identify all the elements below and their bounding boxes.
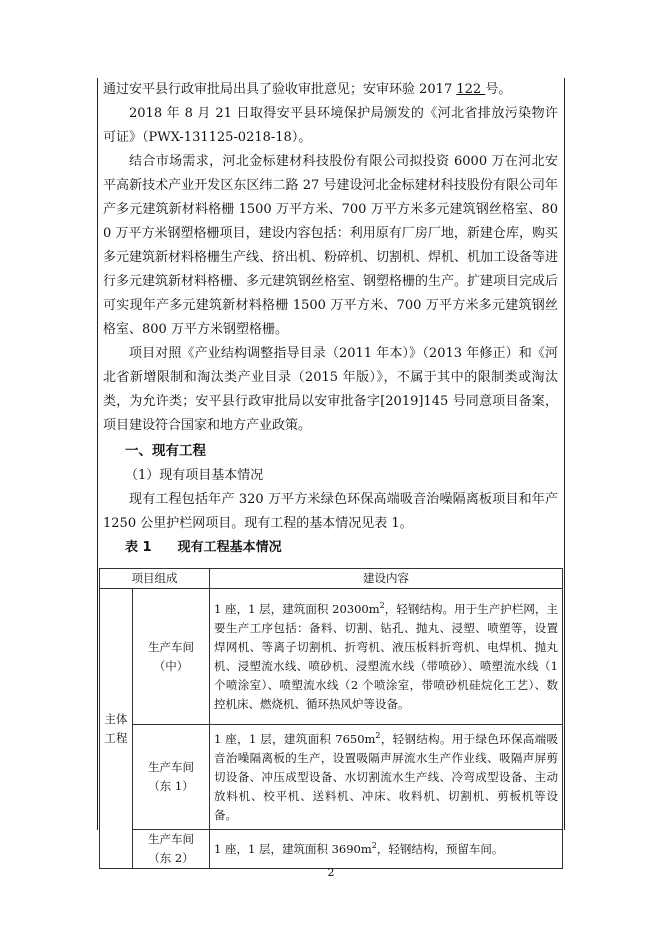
group-cell: 主体工程 (100, 589, 133, 869)
paragraph-existing-works: 现有工程包括年产 320 万平方米绿色环保高端吸音治噪隔离板项目和年产 1250 公里护栏网项目。现有工程的基本情况见表 1。 (103, 492, 558, 531)
table-header-row (100, 569, 563, 589)
table-row (100, 589, 563, 725)
page-number: 2 (327, 866, 335, 879)
table-row (100, 830, 563, 869)
table-row (100, 725, 563, 830)
paragraph-project-description: 结合市场需求，河北金标建材科技股份有限公司拟投资 6000 万在河北安平高新技术产业开发区东区纬二路 27 号建设河北金标建材科技股份有限公司年产多元建筑新材料格栅 1500 万平方米、700 万平方米多元建筑钢丝格室、800 万平方米钢塑格栅项目，建设内容包括：利用原有厂房厂地，新建仓库，购买多元建筑新材料格栅生产线、挤出机、粉碎机、切割机、焊机、机加工设备等进行多元建筑新材料格栅、多元建筑钢丝格室、钢塑格栅的生产。扩建项目完成后可实现年产多元建筑新材料格栅 1500 万平方米、700 万平方米多元建筑钢丝格室、800 万平方米钢塑格栅。 (103, 154, 559, 337)
header-construction-content: 建设内容 (210, 569, 563, 589)
paragraph-approval: 通过安平县行政审批局出具了验收审批意见；安审环验 2017 122 号。 (103, 82, 512, 97)
row-description: 1 座，1 层，建筑面积 $7650m^2$，轻钢结构。用于绿色环保高端吸音治噪隔离板的生产，设置吸隔声屏流水生产作业线、吸隔声屏剪切设备、冲压成型设备、水切割流水生产线、冷弯成型设备、主动放料机、校平机、送料机、冲床、收料机、切割机、剪板机等设备。 (210, 725, 563, 830)
row-name: 生产车间（东 1） (133, 725, 210, 830)
table-caption: 表 1 现有工程基本情况 (125, 540, 282, 555)
paragraph-policy: 项目对照《产业结构调整指导目录（2011 年本）》（2013 年修正）和《河北省新增限制和淘汰类产业目录（2015 年版）》，不属于其中的限制类或淘汰类，为允许类；安平县行政审批局以安审批备字[2019]145 号同意项目备案，项目建设符合国家和地方产业政策。 (103, 346, 558, 433)
row-name: 生产车间（东 2） (133, 830, 210, 869)
row-name: 生产车间（中） (133, 589, 210, 725)
paragraph-permit: 2018 年 8 月 21 日取得安平县环境保护局颁发的《河北省排放污染物许可证》（PWX-131125-0218-18）。 (103, 106, 558, 145)
section-heading: 一、现有工程 (125, 443, 206, 459)
subsection-heading: （1）现有项目基本情况 (125, 468, 264, 483)
row-description: 1 座，1 层，建筑面积 $20300m^2$，轻钢结构。用于生产护栏网，主要生产工序包括：备料、切割、钻孔、抛丸、浸塑、喷塑等，设置焊网机、等离子切割机、折弯机、液压板料折弯机、电焊机、抛丸机、浸塑流水线、喷砂机、浸塑流水线（带喷砂）、喷塑流水线（1 个喷涂室）、喷塑流水线（2 个喷涂室，带喷砂机硅烷化工艺）、数控机床、燃烧机、循环热风炉等设备。 (210, 589, 563, 725)
approval-number: 122 (456, 82, 486, 97)
existing-works-table (99, 568, 563, 869)
document-body (103, 78, 558, 560)
header-project-group: 项目组成 (100, 569, 210, 589)
row-description: 1 座，1 层，建筑面积 $3690m^2$，轻钢结构，预留车间。 (210, 830, 563, 869)
